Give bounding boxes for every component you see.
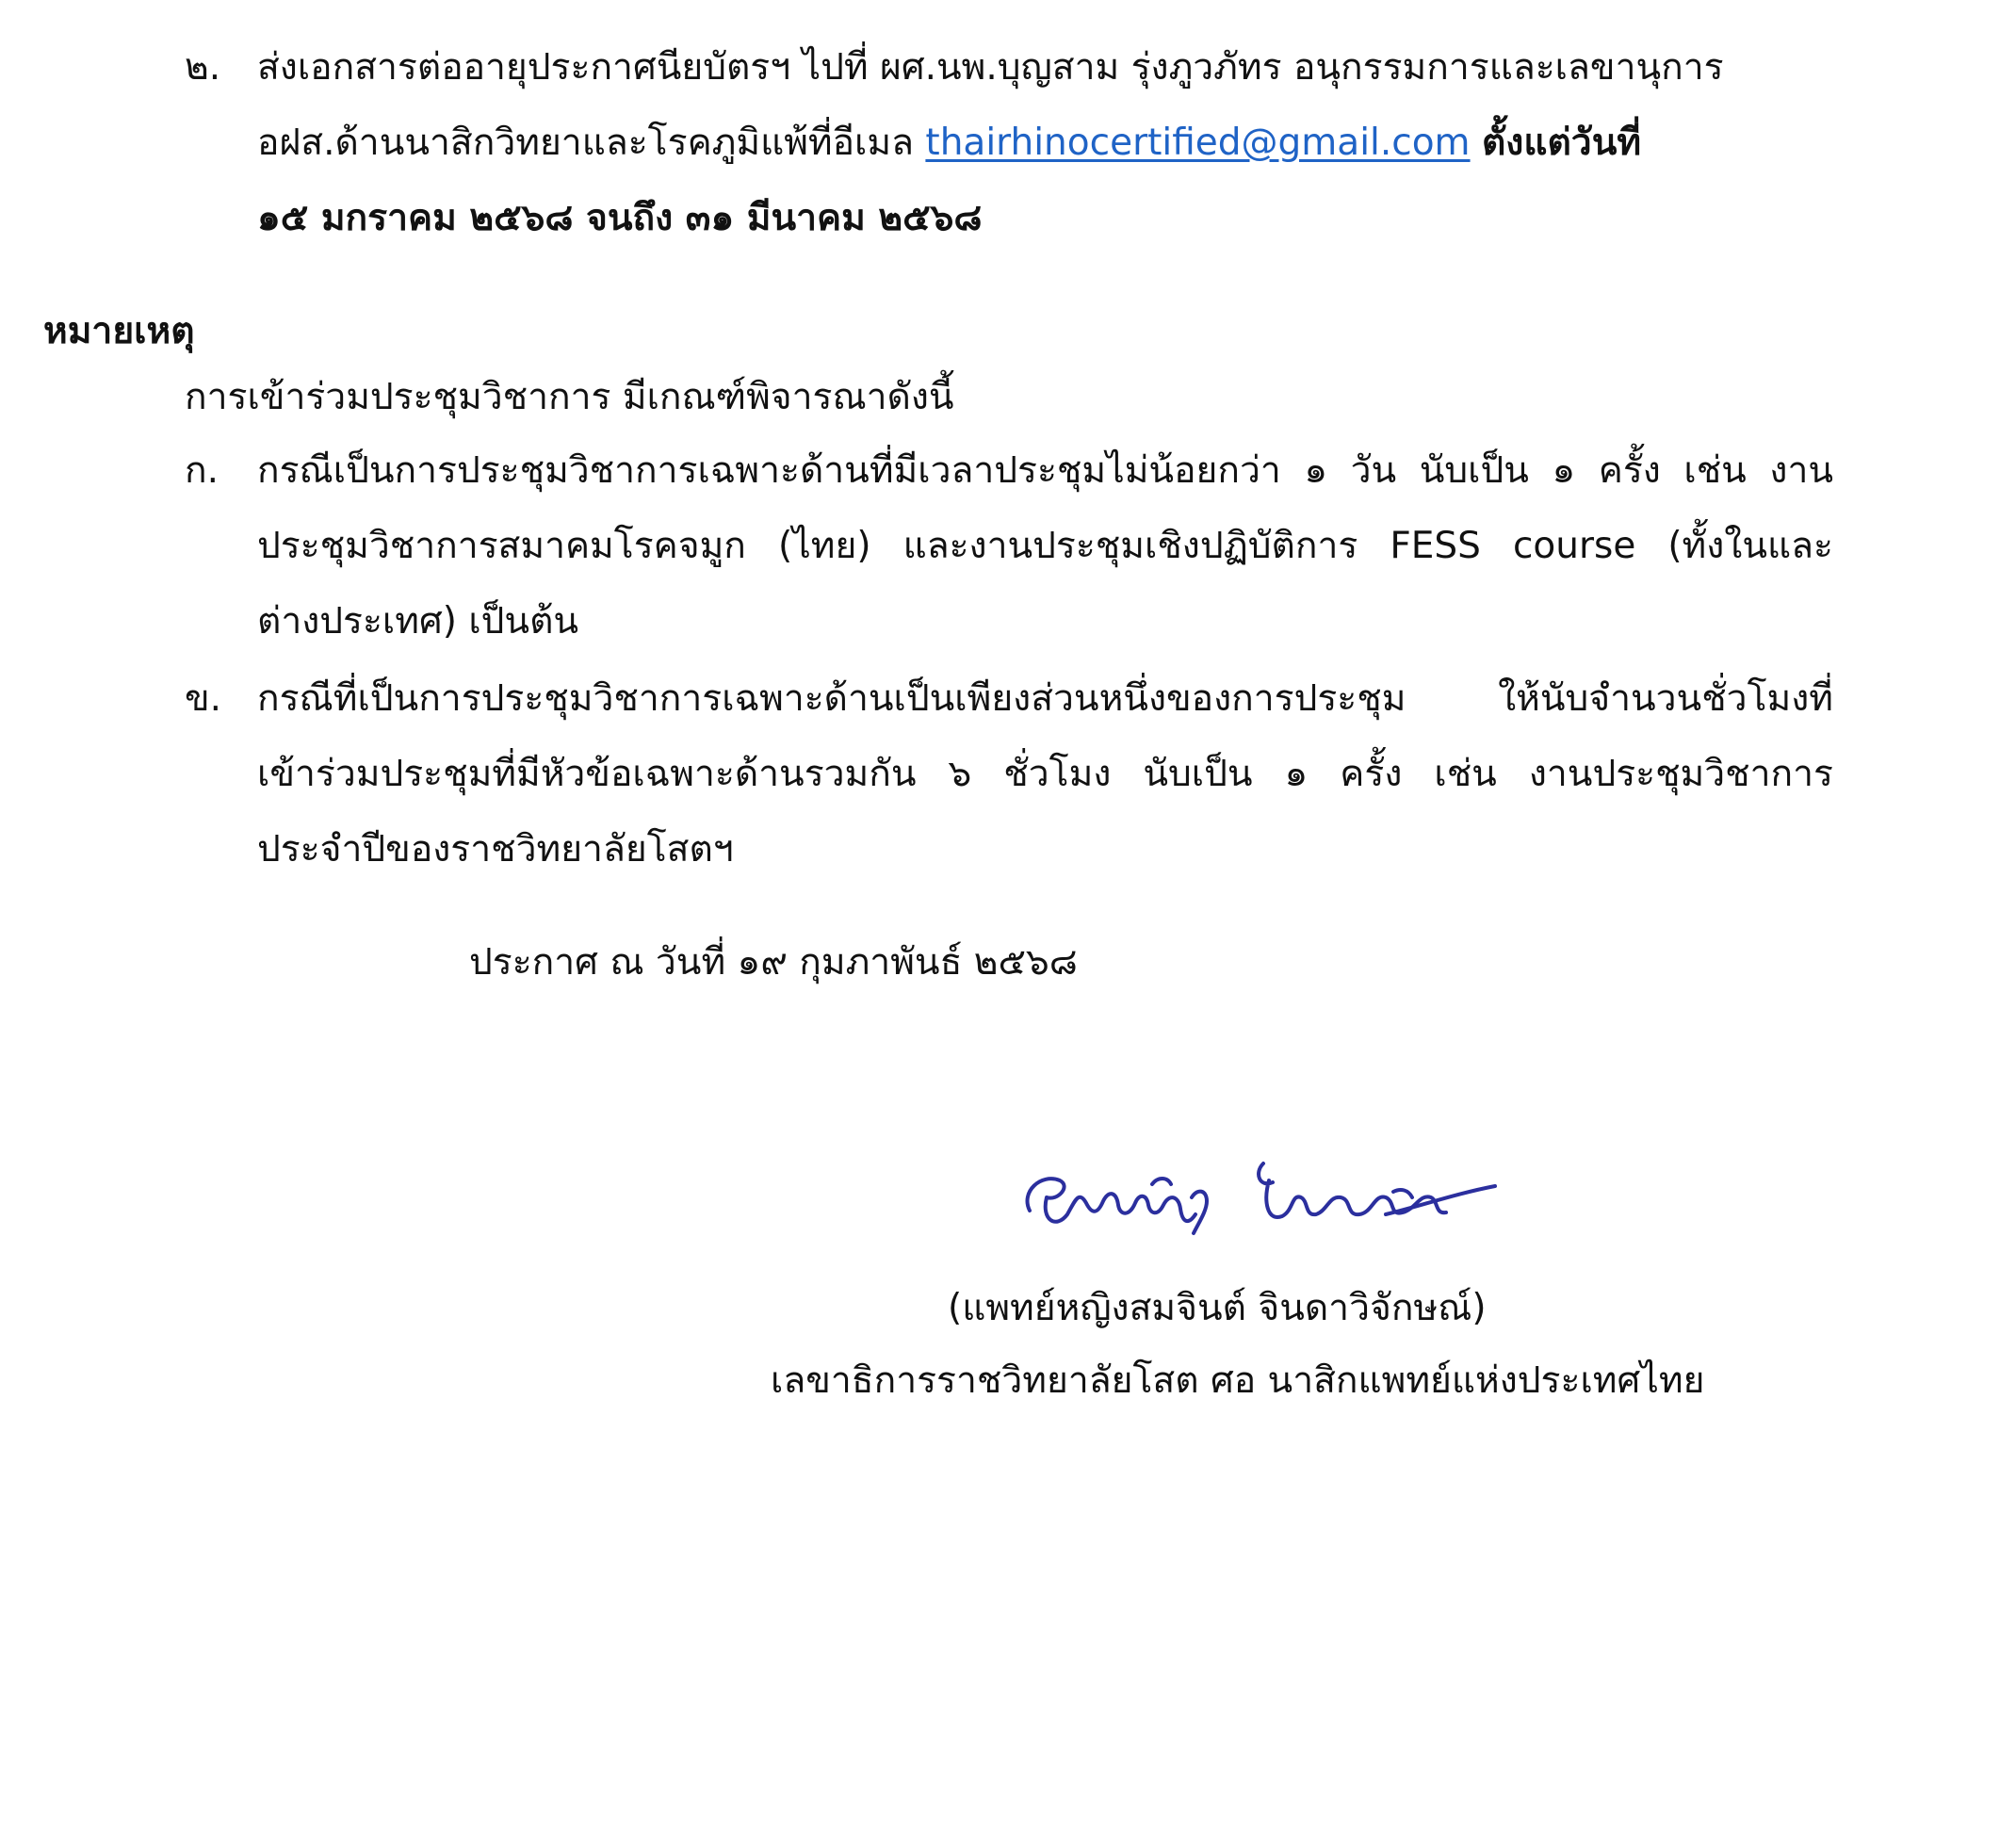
remark-a-line2: ประชุมวิชาการสมาคมโรคจมูก (ไทย) และงานประชุมเชิงปฏิบัติการ FESS course (ทั้งในและ bbox=[257, 525, 1833, 567]
email-link[interactable]: thairhinocertified@gmail.com bbox=[925, 122, 1471, 164]
remarks-intro: การเข้าร่วมประชุมวิชาการ มีเกณฑ์พิจารณาดังนี้ bbox=[185, 376, 954, 418]
remark-b-line3: ประจำปีของราชวิทยาลัยโสตฯ bbox=[257, 828, 734, 870]
item2-line2-bold: ตั้งแต่วันที่ bbox=[1481, 122, 1642, 164]
signatory-name: (แพทย์หญิงสมจินต์ จินดาวิจักษณ์) bbox=[948, 1287, 1487, 1329]
item2-marker: ๒. bbox=[185, 46, 221, 89]
remark-b-line1: กรณีที่เป็นการประชุมวิชาการเฉพาะด้านเป็นเพียงส่วนหนึ่งของการประชุม ให้นับจำนวนชั่วโมงที่ bbox=[257, 677, 1833, 720]
item2-line2-prefix: อฝส.ด้านนาสิกวิทยาและโรคภูมิแพ้ที่อีเมล bbox=[257, 122, 914, 164]
remark-a-marker: ก. bbox=[185, 449, 219, 492]
remark-b-marker: ข. bbox=[185, 677, 222, 720]
remark-b-line2: เข้าร่วมประชุมที่มีหัวข้อเฉพาะด้านรวมกัน ๖ ชั่วโมง นับเป็น ๑ ครั้ง เช่น งานประชุมวิชาการ bbox=[257, 753, 1833, 795]
item2-line2 bbox=[257, 115, 1641, 171]
announcement-date: ประกาศ ณ วันที่ ๑๙ กุมภาพันธ์ ๒๕๖๘ bbox=[469, 941, 1078, 984]
remark-a-line3: ต่างประเทศ) เป็นต้น bbox=[257, 600, 579, 643]
remarks-heading: หมายเหตุ bbox=[43, 310, 195, 352]
handwritten-signature bbox=[1013, 1135, 1503, 1248]
signatory-title: เลขาธิการราชวิทยาลัยโสต ศอ นาสิกแพทย์แห่งประเทศไทย bbox=[771, 1359, 1705, 1402]
remark-a-line1: กรณีเป็นการประชุมวิชาการเฉพาะด้านที่มีเวลาประชุมไม่น้อยกว่า ๑ วัน นับเป็น ๑ ครั้ง เช่น งาน bbox=[257, 449, 1833, 492]
item2-line1: ส่งเอกสารต่ออายุประกาศนียบัตรฯ ไปที่ ผศ.นพ.บุญสาม รุ่งภูวภัทร อนุกรรมการและเลขานุการ bbox=[257, 46, 1724, 89]
item2-date-range: ๑๕ มกราคม ๒๕๖๘ จนถึง ๓๑ มีนาคม ๒๕๖๘ bbox=[257, 197, 983, 239]
